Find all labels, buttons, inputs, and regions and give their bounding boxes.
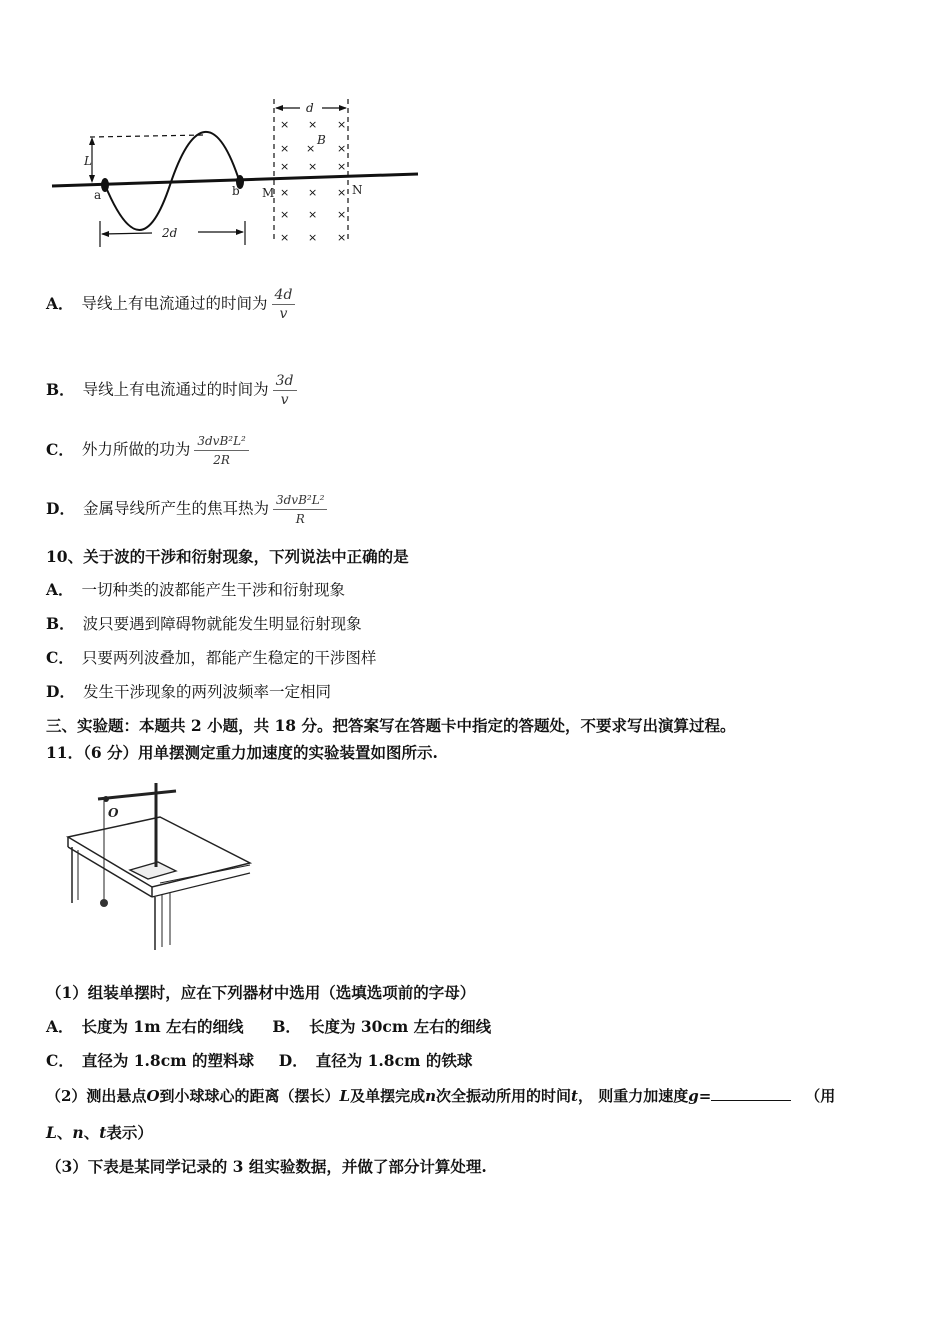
option-letter: A．	[46, 293, 74, 313]
svg-text:×: ×	[337, 118, 347, 131]
q11-part3: （3）下表是某同学记录的 3 组实验数据，并做了部分计算处理.	[46, 1157, 487, 1176]
pendulum-apparatus-figure	[60, 775, 260, 955]
svg-text:×: ×	[337, 160, 347, 173]
choice-text: 长度为 30cm 左右的细线	[308, 1017, 492, 1036]
svg-text:×: ×	[280, 118, 290, 131]
option-text: 导线上有电流通过的时间为	[81, 294, 268, 313]
text-seg: （2）测出悬点	[46, 1087, 147, 1105]
magnetic-field-crosses	[280, 118, 346, 244]
q11-choices-row2	[46, 1051, 472, 1071]
option-letter: C．	[46, 648, 74, 667]
option-text: 金属导线所产生的焦耳热为	[82, 499, 269, 518]
q11-part2	[46, 1086, 835, 1106]
svg-text:×: ×	[308, 186, 318, 199]
svg-text:×: ×	[280, 142, 290, 155]
fraction-denominator: v	[280, 392, 289, 408]
var-n: n	[425, 1087, 437, 1105]
option-letter: D．	[46, 498, 75, 518]
q10-option-c	[46, 648, 376, 668]
fraction	[194, 432, 249, 469]
q9-option-b	[46, 372, 297, 409]
fraction-denominator: 2R	[213, 453, 230, 467]
var-O: O	[146, 1087, 160, 1105]
text-seg: 次全振动所用的时间	[436, 1087, 572, 1105]
choice-letter: A．	[46, 1017, 74, 1036]
var-t: t	[99, 1123, 107, 1142]
label-2d: 2d	[162, 226, 178, 240]
choice-text: 长度为 1m 左右的细线	[81, 1017, 244, 1036]
sep: 、	[56, 1123, 73, 1142]
point-a	[101, 178, 109, 192]
q11-part2-line2	[46, 1123, 153, 1143]
choice-letter: D．	[278, 1051, 308, 1070]
text-seg: 及单摆完成	[350, 1087, 426, 1105]
wave-field-figure	[40, 95, 430, 255]
svg-text:×: ×	[306, 142, 316, 155]
fraction-numerator: 3d	[273, 372, 297, 391]
var-t: t	[571, 1087, 578, 1105]
choice-letter: C．	[46, 1051, 74, 1070]
svg-text:×: ×	[308, 160, 318, 173]
q11-choices-row1	[46, 1017, 491, 1037]
option-text: 外力所做的功为	[81, 440, 191, 459]
svg-text:×: ×	[280, 231, 290, 244]
q9-option-a	[46, 286, 295, 323]
label-N: N	[352, 183, 363, 197]
label-B: B	[317, 133, 326, 147]
var-n: n	[72, 1123, 84, 1142]
svg-text:×: ×	[337, 142, 347, 155]
option-letter: A．	[46, 580, 74, 599]
sep: 、	[83, 1123, 100, 1142]
option-letter: B．	[46, 379, 75, 399]
q9-option-c	[46, 432, 249, 469]
option-letter: C．	[46, 439, 74, 459]
fraction-numerator: 4d	[272, 286, 296, 305]
text-seg: 到小球球心的距离（摆长）	[159, 1087, 340, 1105]
svg-text:×: ×	[308, 118, 318, 131]
svg-text:×: ×	[280, 186, 290, 199]
label-M: M	[262, 186, 275, 200]
fraction-denominator: R	[295, 512, 305, 526]
svg-text:×: ×	[308, 231, 318, 244]
fraction-numerator: 3dvB²L²	[194, 432, 249, 451]
option-text: 发生干涉现象的两列波频率一定相同	[82, 683, 331, 701]
option-text: 一切种类的波都能产生干涉和衍射现象	[81, 581, 346, 599]
label-a: a	[94, 188, 102, 202]
var-L: L	[46, 1123, 57, 1142]
text-seg: 表示）	[106, 1123, 153, 1142]
label-b: b	[232, 184, 240, 198]
var-g: g=	[688, 1087, 712, 1105]
fraction-numerator: 3dvB²L²	[273, 491, 328, 510]
choice-text: 直径为 1.8cm 的铁球	[315, 1051, 473, 1070]
svg-text:×: ×	[337, 186, 347, 199]
svg-text:×: ×	[308, 208, 318, 221]
option-text: 导线上有电流通过的时间为	[82, 380, 269, 399]
q11-stem: 11．（6 分）用单摆测定重力加速度的实验装置如图所示.	[46, 743, 438, 762]
svg-text:×: ×	[337, 208, 347, 221]
q10-stem: 10、关于波的干涉和衍射现象，下列说法中正确的是	[46, 547, 409, 566]
svg-text:×: ×	[280, 160, 290, 173]
q10-option-d	[46, 682, 331, 702]
choice-letter: B．	[272, 1017, 301, 1036]
stand-base	[130, 862, 176, 879]
svg-text:×: ×	[337, 231, 347, 244]
q11-part1: （1）组装单摆时，应在下列器材中选用（选填选项前的字母）	[46, 983, 476, 1002]
fraction	[272, 286, 296, 323]
fraction	[273, 491, 328, 528]
stand-arm	[98, 791, 176, 799]
choice-text: 直径为 1.8cm 的塑料球	[81, 1051, 254, 1070]
section-3-heading: 三、实验题：本题共 2 小题，共 18 分。把答案写在答题卡中指定的答题处，不要求写出演算过程。	[46, 716, 736, 735]
amplitude-dash	[90, 135, 205, 137]
svg-text:×: ×	[280, 208, 290, 221]
fraction-denominator: v	[279, 306, 288, 322]
option-text: 波只要遇到障碍物就能发生明显衍射现象	[82, 615, 362, 633]
option-letter: D．	[46, 682, 75, 701]
var-L: L	[339, 1087, 351, 1105]
option-text: 只要两列波叠加，都能产生稳定的干涉图样	[81, 649, 377, 667]
label-O: O	[108, 806, 119, 820]
q10-option-b	[46, 614, 362, 634]
pendulum-bob	[100, 899, 108, 907]
answer-blank[interactable]	[711, 1086, 791, 1101]
q9-option-d	[46, 491, 327, 528]
text-seg: ， 则重力加速度	[577, 1087, 689, 1105]
fraction	[273, 372, 297, 409]
label-L: L	[84, 154, 92, 168]
option-letter: B．	[46, 614, 75, 633]
text-seg: （用	[805, 1087, 836, 1105]
label-d: d	[306, 101, 314, 115]
q10-option-a	[46, 580, 345, 600]
